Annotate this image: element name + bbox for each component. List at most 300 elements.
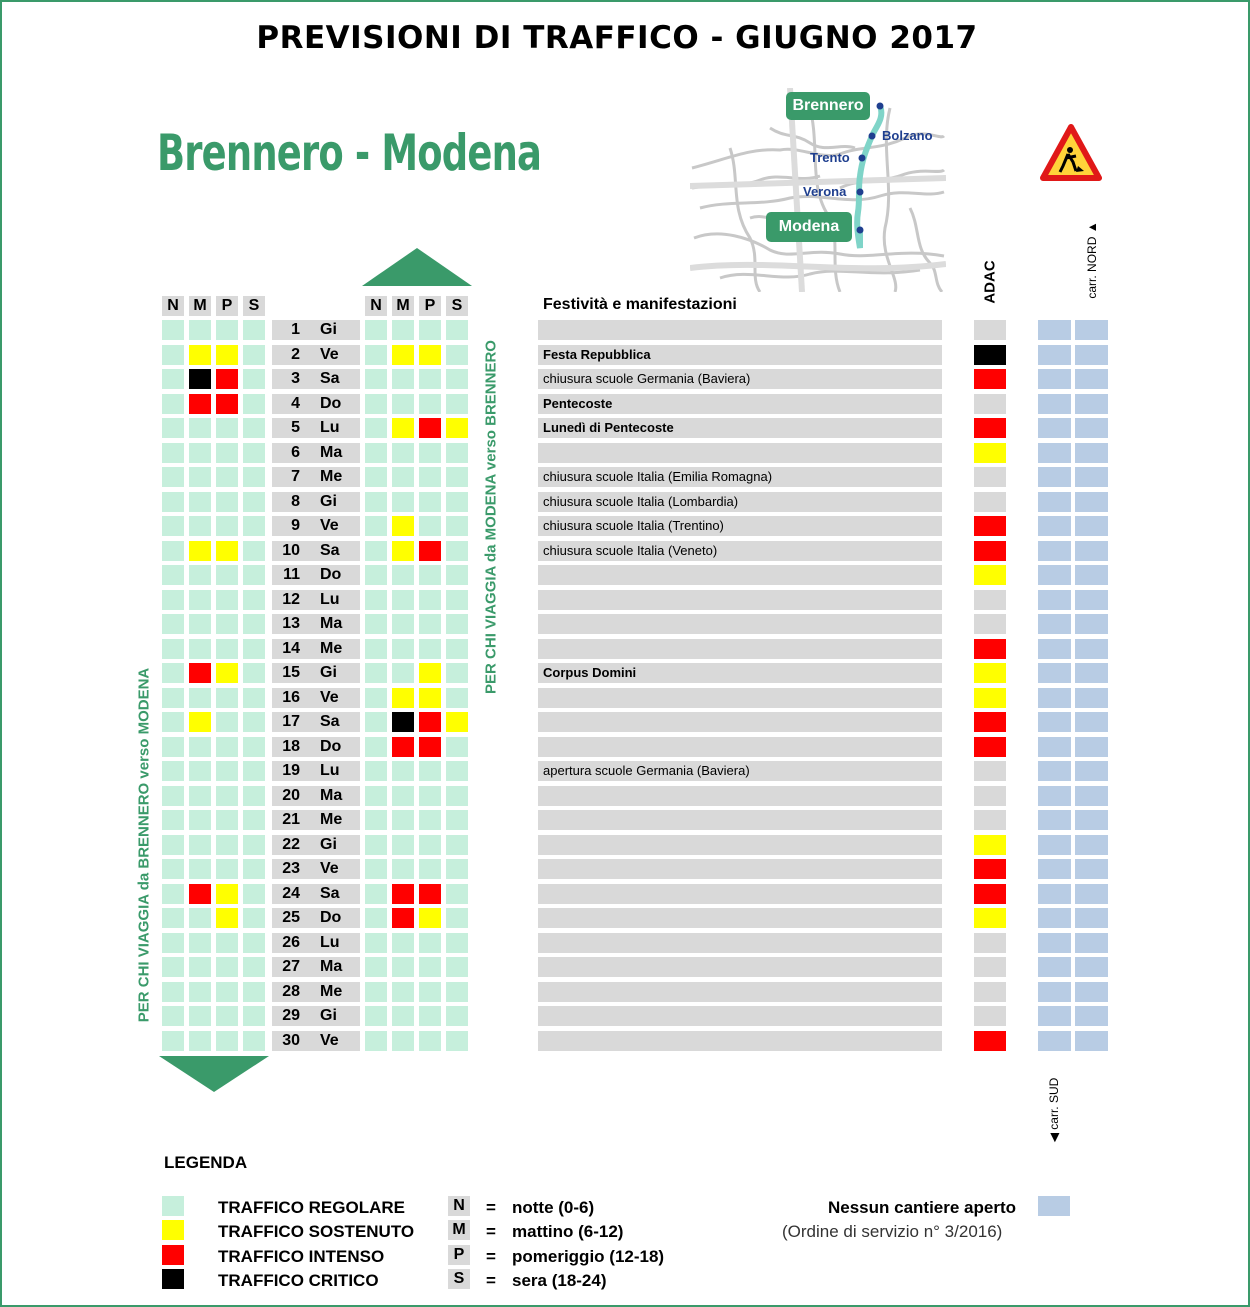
cantiere-cell-sud <box>1038 1006 1071 1026</box>
traffic-cell-southbound <box>189 835 211 855</box>
cantiere-cell-sud <box>1038 614 1071 634</box>
traffic-cell-southbound <box>162 467 184 487</box>
cantiere-cell-sud <box>1038 394 1071 414</box>
day-number: 14 <box>282 640 300 657</box>
day-number: 21 <box>282 811 300 828</box>
col-header-southbound: N <box>162 296 184 316</box>
event-cell: apertura scuole Germania (Baviera) <box>538 761 942 781</box>
cantiere-cell-nord <box>1075 712 1108 732</box>
day-weekday: Lu <box>320 591 340 608</box>
col-header-southbound: P <box>216 296 238 316</box>
traffic-cell-northbound <box>392 320 414 340</box>
day-weekday: Ma <box>320 444 343 461</box>
traffic-cell-northbound <box>392 467 414 487</box>
traffic-cell-southbound <box>189 859 211 879</box>
day-label <box>272 1031 360 1051</box>
traffic-cell-southbound <box>162 712 184 732</box>
adac-cell <box>974 810 1006 830</box>
day-label <box>272 369 360 389</box>
traffic-cell-northbound <box>419 835 441 855</box>
cantiere-cell-sud <box>1038 884 1071 904</box>
adac-cell <box>974 835 1006 855</box>
adac-cell <box>974 663 1006 683</box>
legend-period-key: N <box>448 1196 470 1216</box>
traffic-cell-northbound <box>446 565 468 585</box>
traffic-cell-northbound <box>419 565 441 585</box>
traffic-cell-southbound <box>243 565 265 585</box>
traffic-cell-northbound <box>446 394 468 414</box>
traffic-cell-northbound <box>446 1031 468 1051</box>
day-number: 27 <box>282 958 300 975</box>
traffic-cell-southbound <box>243 663 265 683</box>
day-label <box>272 859 360 879</box>
traffic-cell-northbound <box>365 908 387 928</box>
day-number: 28 <box>282 983 300 1000</box>
traffic-cell-northbound <box>365 835 387 855</box>
cantiere-cell-nord <box>1075 982 1108 1002</box>
traffic-cell-southbound <box>162 737 184 757</box>
day-label <box>272 394 360 414</box>
traffic-cell-southbound <box>216 541 238 561</box>
day-number: 2 <box>291 346 300 363</box>
event-cell <box>538 982 942 1002</box>
traffic-cell-southbound <box>216 590 238 610</box>
traffic-cell-southbound <box>243 933 265 953</box>
cantiere-cell-nord <box>1075 835 1108 855</box>
traffic-cell-southbound <box>189 590 211 610</box>
col-header-northbound: P <box>419 296 441 316</box>
traffic-cell-northbound <box>419 737 441 757</box>
carr-nord-label: carr. NORD ▲ <box>1085 221 1099 299</box>
event-cell: chiusura scuole Italia (Veneto) <box>538 541 942 561</box>
day-number: 11 <box>283 566 300 583</box>
day-number: 23 <box>282 860 300 877</box>
traffic-cell-northbound <box>446 786 468 806</box>
traffic-cell-northbound <box>392 761 414 781</box>
event-cell <box>538 614 942 634</box>
day-weekday: Ve <box>320 689 339 706</box>
cantiere-cell-nord <box>1075 688 1108 708</box>
traffic-cell-northbound <box>446 1006 468 1026</box>
traffic-cell-northbound <box>392 908 414 928</box>
cantiere-cell-sud <box>1038 908 1071 928</box>
day-number: 10 <box>282 542 300 559</box>
traffic-cell-southbound <box>243 1006 265 1026</box>
day-label <box>272 712 360 732</box>
traffic-cell-northbound <box>392 884 414 904</box>
adac-cell <box>974 492 1006 512</box>
event-cell: Corpus Domini <box>538 663 942 683</box>
traffic-cell-southbound <box>216 443 238 463</box>
legend-period-equals: = <box>486 1271 496 1290</box>
traffic-cell-northbound <box>365 1006 387 1026</box>
traffic-cell-southbound <box>216 516 238 536</box>
traffic-cell-southbound <box>189 712 211 732</box>
legend-swatch <box>162 1196 184 1216</box>
traffic-cell-southbound <box>189 1006 211 1026</box>
traffic-cell-southbound <box>243 467 265 487</box>
traffic-cell-southbound <box>162 394 184 414</box>
traffic-cell-northbound <box>419 1031 441 1051</box>
cantiere-cell-nord <box>1075 418 1108 438</box>
event-cell: Festa Repubblica <box>538 345 942 365</box>
day-number: 7 <box>291 468 300 485</box>
traffic-cell-northbound <box>392 492 414 512</box>
day-weekday: Me <box>320 640 343 657</box>
traffic-cell-northbound <box>392 345 414 365</box>
cantiere-cell-nord <box>1075 443 1108 463</box>
traffic-cell-southbound <box>216 663 238 683</box>
traffic-cell-southbound <box>216 810 238 830</box>
day-weekday: Me <box>320 468 343 485</box>
traffic-cell-northbound <box>446 712 468 732</box>
day-label <box>272 418 360 438</box>
day-label <box>272 761 360 781</box>
traffic-cell-southbound <box>162 835 184 855</box>
traffic-cell-southbound <box>243 761 265 781</box>
cantiere-cell-sud <box>1038 345 1071 365</box>
traffic-cell-northbound <box>365 884 387 904</box>
traffic-cell-northbound <box>365 418 387 438</box>
day-weekday: Do <box>320 909 342 926</box>
traffic-cell-northbound <box>419 345 441 365</box>
legend-label: TRAFFICO SOSTENUTO <box>218 1222 415 1241</box>
legend-swatch <box>162 1269 184 1289</box>
traffic-cell-southbound <box>189 369 211 389</box>
cantiere-cell-sud <box>1038 565 1071 585</box>
traffic-cell-northbound <box>392 933 414 953</box>
page-title: PREVISIONI DI TRAFFICO - GIUGNO 2017 <box>256 20 978 56</box>
cantiere-cell-nord <box>1075 541 1108 561</box>
traffic-cell-northbound <box>365 737 387 757</box>
legend-period-key: S <box>448 1269 470 1289</box>
day-number: 22 <box>282 836 300 853</box>
arrow-down-icon <box>159 1056 269 1092</box>
traffic-cell-southbound <box>162 369 184 389</box>
traffic-cell-northbound <box>446 369 468 389</box>
day-weekday: Sa <box>320 370 340 387</box>
traffic-cell-northbound <box>419 541 441 561</box>
day-weekday: Me <box>320 983 343 1000</box>
route-title: Brennero - Modena <box>157 124 542 182</box>
traffic-cell-northbound <box>365 957 387 977</box>
traffic-cell-northbound <box>446 761 468 781</box>
adac-cell <box>974 516 1006 536</box>
vertical-label-northbound: PER CHI VIAGGIA da MODENA verso BRENNERO <box>482 340 500 694</box>
traffic-cell-southbound <box>189 345 211 365</box>
traffic-cell-southbound <box>189 443 211 463</box>
traffic-cell-southbound <box>216 369 238 389</box>
adac-cell <box>974 933 1006 953</box>
traffic-cell-southbound <box>162 639 184 659</box>
traffic-cell-northbound <box>446 467 468 487</box>
traffic-cell-northbound <box>392 859 414 879</box>
traffic-cell-southbound <box>216 835 238 855</box>
legend-period-desc: notte (0-6) <box>512 1198 595 1217</box>
day-weekday: Gi <box>320 321 337 338</box>
traffic-cell-southbound <box>189 565 211 585</box>
adac-cell <box>974 908 1006 928</box>
day-label <box>272 614 360 634</box>
traffic-cell-southbound <box>243 614 265 634</box>
col-header-northbound: N <box>365 296 387 316</box>
cantiere-cell-sud <box>1038 933 1071 953</box>
legend-period-equals: = <box>486 1247 496 1266</box>
traffic-cell-southbound <box>216 957 238 977</box>
traffic-cell-southbound <box>216 737 238 757</box>
traffic-cell-northbound <box>446 663 468 683</box>
cantiere-cell-sud <box>1038 418 1071 438</box>
adac-cell <box>974 859 1006 879</box>
adac-cell <box>974 565 1006 585</box>
traffic-cell-southbound <box>162 982 184 1002</box>
traffic-cell-northbound <box>446 614 468 634</box>
day-weekday: Lu <box>320 934 340 951</box>
cantiere-cell-sud <box>1038 835 1071 855</box>
traffic-cell-southbound <box>216 933 238 953</box>
event-cell <box>538 933 942 953</box>
cantiere-cell-nord <box>1075 786 1108 806</box>
traffic-cell-southbound <box>243 394 265 414</box>
day-number: 6 <box>291 444 300 461</box>
cantiere-swatch <box>1038 1196 1070 1216</box>
traffic-cell-southbound <box>216 908 238 928</box>
adac-cell <box>974 590 1006 610</box>
cantiere-cell-nord <box>1075 810 1108 830</box>
traffic-cell-northbound <box>446 908 468 928</box>
day-label <box>272 516 360 536</box>
event-cell <box>538 859 942 879</box>
traffic-cell-northbound <box>419 859 441 879</box>
day-label <box>272 492 360 512</box>
traffic-cell-southbound <box>189 982 211 1002</box>
adac-cell <box>974 345 1006 365</box>
day-number: 19 <box>282 762 300 779</box>
day-number: 17 <box>282 713 300 730</box>
day-number: 13 <box>282 615 300 632</box>
day-number: 3 <box>291 370 300 387</box>
day-label <box>272 835 360 855</box>
traffic-cell-southbound <box>243 884 265 904</box>
event-cell <box>538 908 942 928</box>
legend-label: TRAFFICO CRITICO <box>218 1271 379 1290</box>
cantiere-cell-nord <box>1075 1006 1108 1026</box>
event-cell: chiusura scuole Italia (Lombardia) <box>538 492 942 512</box>
traffic-cell-northbound <box>365 443 387 463</box>
col-header-southbound: M <box>189 296 211 316</box>
traffic-cell-southbound <box>216 859 238 879</box>
traffic-cell-northbound <box>446 639 468 659</box>
adac-cell <box>974 639 1006 659</box>
traffic-cell-northbound <box>365 663 387 683</box>
cantiere-cell-nord <box>1075 320 1108 340</box>
cantiere-cell-sud <box>1038 590 1071 610</box>
traffic-cell-southbound <box>216 467 238 487</box>
day-label <box>272 908 360 928</box>
traffic-cell-southbound <box>243 1031 265 1051</box>
day-number: 20 <box>282 787 300 804</box>
traffic-cell-northbound <box>446 884 468 904</box>
event-cell <box>538 590 942 610</box>
day-number: 24 <box>282 885 300 902</box>
traffic-cell-northbound <box>419 761 441 781</box>
traffic-cell-northbound <box>365 1031 387 1051</box>
traffic-cell-northbound <box>392 982 414 1002</box>
traffic-cell-southbound <box>216 982 238 1002</box>
traffic-cell-northbound <box>392 639 414 659</box>
adac-cell <box>974 1031 1006 1051</box>
traffic-cell-northbound <box>419 933 441 953</box>
traffic-cell-northbound <box>446 933 468 953</box>
traffic-cell-southbound <box>216 639 238 659</box>
carr-nord-text: carr. NORD <box>1085 236 1099 299</box>
day-number: 12 <box>282 591 300 608</box>
day-label <box>272 688 360 708</box>
day-label <box>272 345 360 365</box>
traffic-cell-northbound <box>365 565 387 585</box>
legend-period-desc: pomeriggio (12-18) <box>512 1247 665 1266</box>
traffic-cell-northbound <box>419 957 441 977</box>
traffic-cell-southbound <box>243 712 265 732</box>
adac-cell <box>974 394 1006 414</box>
adac-cell <box>974 467 1006 487</box>
event-cell <box>538 712 942 732</box>
carr-sud-label: ◀ carr. SUD <box>1047 1077 1061 1143</box>
traffic-cell-southbound <box>162 663 184 683</box>
traffic-cell-northbound <box>419 688 441 708</box>
traffic-cell-northbound <box>419 663 441 683</box>
traffic-cell-northbound <box>365 590 387 610</box>
cantiere-cell-nord <box>1075 761 1108 781</box>
day-number: 26 <box>282 934 300 951</box>
col-header-southbound: S <box>243 296 265 316</box>
traffic-cell-northbound <box>365 541 387 561</box>
cantiere-cell-sud <box>1038 1031 1071 1051</box>
cantiere-cell-nord <box>1075 590 1108 610</box>
traffic-cell-northbound <box>392 394 414 414</box>
traffic-cell-southbound <box>243 369 265 389</box>
arrow-up-icon <box>362 248 472 286</box>
traffic-cell-southbound <box>216 418 238 438</box>
traffic-cell-southbound <box>243 982 265 1002</box>
cantiere-note: (Ordine di servizio n° 3/2016) <box>782 1222 1003 1241</box>
traffic-cell-southbound <box>216 394 238 414</box>
traffic-cell-southbound <box>162 345 184 365</box>
adac-cell <box>974 320 1006 340</box>
day-weekday: Ve <box>320 860 339 877</box>
day-weekday: Gi <box>320 836 337 853</box>
traffic-cell-northbound <box>446 516 468 536</box>
cantiere-cell-sud <box>1038 443 1071 463</box>
traffic-cell-southbound <box>162 590 184 610</box>
adac-cell <box>974 957 1006 977</box>
event-cell <box>538 786 942 806</box>
traffic-cell-southbound <box>243 908 265 928</box>
day-label <box>272 541 360 561</box>
traffic-cell-southbound <box>189 957 211 977</box>
day-number: 16 <box>282 689 300 706</box>
traffic-cell-northbound <box>392 663 414 683</box>
traffic-cell-northbound <box>392 810 414 830</box>
traffic-cell-southbound <box>162 1006 184 1026</box>
traffic-cell-northbound <box>446 835 468 855</box>
col-header-northbound: M <box>392 296 414 316</box>
traffic-cell-southbound <box>243 418 265 438</box>
traffic-cell-southbound <box>243 541 265 561</box>
day-weekday: Ma <box>320 958 343 975</box>
cantiere-cell-nord <box>1075 884 1108 904</box>
adac-cell <box>974 786 1006 806</box>
cantiere-cell-sud <box>1038 467 1071 487</box>
traffic-cell-southbound <box>162 859 184 879</box>
traffic-cell-southbound <box>162 443 184 463</box>
traffic-cell-northbound <box>365 394 387 414</box>
event-cell <box>538 810 942 830</box>
traffic-cell-northbound <box>392 1031 414 1051</box>
traffic-cell-northbound <box>365 712 387 732</box>
cantiere-cell-nord <box>1075 516 1108 536</box>
traffic-cell-northbound <box>446 443 468 463</box>
traffic-cell-northbound <box>392 614 414 634</box>
traffic-cell-northbound <box>419 443 441 463</box>
cantiere-cell-sud <box>1038 761 1071 781</box>
day-weekday: Gi <box>320 664 337 681</box>
traffic-cell-northbound <box>419 1006 441 1026</box>
cantiere-cell-sud <box>1038 541 1071 561</box>
traffic-cell-southbound <box>216 688 238 708</box>
cantiere-cell-nord <box>1075 345 1108 365</box>
traffic-cell-southbound <box>243 320 265 340</box>
day-weekday: Gi <box>320 1007 337 1024</box>
cantiere-cell-sud <box>1038 810 1071 830</box>
day-label <box>272 663 360 683</box>
event-cell <box>538 565 942 585</box>
traffic-cell-northbound <box>392 443 414 463</box>
traffic-cell-northbound <box>419 369 441 389</box>
day-number: 5 <box>291 419 300 436</box>
adac-header: ADAC <box>981 260 999 304</box>
traffic-cell-southbound <box>216 712 238 732</box>
traffic-cell-southbound <box>189 492 211 512</box>
traffic-cell-northbound <box>446 345 468 365</box>
day-label <box>272 467 360 487</box>
traffic-cell-northbound <box>365 345 387 365</box>
legend-period-key: P <box>448 1245 470 1265</box>
traffic-cell-southbound <box>189 737 211 757</box>
day-weekday: Lu <box>320 762 340 779</box>
day-number: 1 <box>291 321 300 338</box>
adac-cell <box>974 418 1006 438</box>
traffic-cell-northbound <box>365 516 387 536</box>
day-number: 18 <box>282 738 300 755</box>
cantiere-cell-sud <box>1038 737 1071 757</box>
event-cell <box>538 443 942 463</box>
legend-period-desc: mattino (6-12) <box>512 1222 624 1241</box>
day-number: 15 <box>282 664 300 681</box>
traffic-cell-northbound <box>419 786 441 806</box>
traffic-cell-southbound <box>216 565 238 585</box>
day-label <box>272 565 360 585</box>
traffic-cell-southbound <box>162 1031 184 1051</box>
map-city-bolzano: Bolzano <box>882 128 933 143</box>
day-number: 4 <box>291 395 300 412</box>
adac-cell <box>974 761 1006 781</box>
day-weekday: Sa <box>320 885 340 902</box>
traffic-cell-southbound <box>162 786 184 806</box>
day-number: 8 <box>291 493 300 510</box>
day-weekday: Ve <box>320 517 339 534</box>
traffic-cell-northbound <box>365 369 387 389</box>
